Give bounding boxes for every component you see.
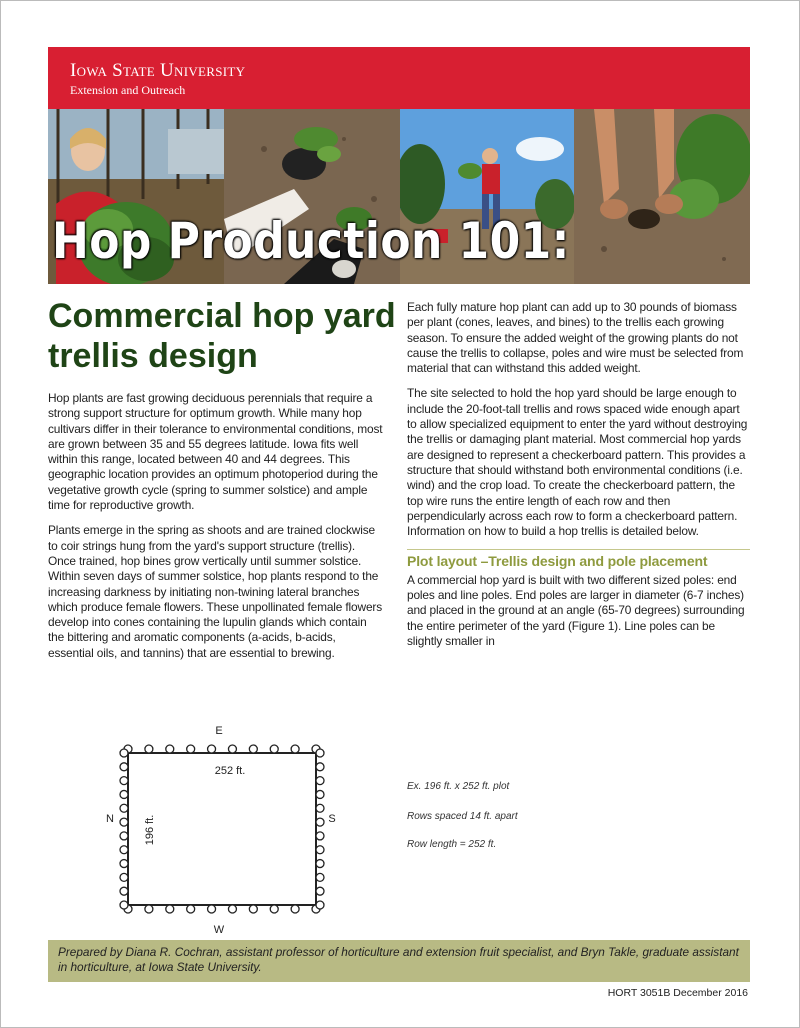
example-row-spacing: Rows spaced 14 ft. apart [407,811,518,822]
end-pole [120,763,128,771]
end-pole [228,905,236,913]
university-logo: Iowa State University [70,60,246,81]
paragraph: Hop plants are fast growing deciduous perennials that require a strong support structure for optimum growth. While many hop cultivars differ in their tolerance to environmental conditions, most are grown between 35 and 55 degrees latitude. Iowa fits well within this range, located between 40 and 44 degrees. This geographic location provides an optimum photoperiod during the vegetative growth cycle (spring to summer solstice) and ample time for reproductive growth. [48,391,383,513]
paragraph: Plants emerge in the spring as shoots and are trained clockwise to coir strings hung from the yard's support structure (trellis). Once trained, hop bines grow vertically until summer solstice. Within seven days of summer solstice, hop plants respond to the increasing darkness by initiating non-twining lateral branches which produce female flowers. These unpollinated female flowers develop into cones containing the lupulin glands which contain the bittering and aromatic components (a-acids, b-acids, essential oils, and tannins) that are essential to brewing. [48,523,383,660]
end-pole [187,905,195,913]
end-pole [166,905,174,913]
end-pole [249,905,257,913]
end-pole [291,745,299,753]
end-pole [270,745,278,753]
end-pole [270,905,278,913]
end-pole [145,905,153,913]
section-heading [407,549,750,570]
paragraph: The site selected to hold the hop yard should be large enough to include the 20-foot-tall trellis and rows spaced wide enough apart to allow specialized equipment to enter the yard without destroying the trellis or damaging plant material. Most commercial hop yards are designed to represent a checkerboard pattern. This provides a structure that should withstand both environmental conditions (i.e. wind) and the crop load. To create the checkerboard pattern, the top wire runs the entire length of each row and then perpendicularly across each row to form a checkerboard pattern. Information on how to build a hop trellis is detailed below. [407,386,748,539]
end-pole [166,745,174,753]
end-pole [120,790,128,798]
end-pole [228,745,236,753]
end-pole [316,749,324,757]
end-pole [291,905,299,913]
end-pole [120,818,128,826]
paragraph: Each fully mature hop plant can add up to 30 pounds of biomass per plant (cones, leaves, and bines) to the trellis each growing season. To ensure the added weight of the growing plants do not cause the trellis to collapse, poles and wire must be selected from material that can withstand this added weight. [407,300,744,376]
hero-title: Hop Production 101: [52,212,570,270]
compass-south: S [328,813,336,825]
end-pole [316,873,324,881]
length-label: 252 ft. [214,765,246,777]
end-pole [316,860,324,868]
end-pole [120,777,128,785]
end-pole [316,777,324,785]
end-pole [316,818,324,826]
extension-label: Extension and Outreach [70,83,186,97]
publication-number: HORT 3051B December 2016 [607,987,748,999]
end-pole [208,905,216,913]
document-subtitle: Commercial hop yard trellis design [48,297,396,375]
end-pole [316,790,324,798]
right-column [407,300,750,659]
trellis-layout-diagram [100,720,360,940]
end-pole [249,745,257,753]
end-pole [208,745,216,753]
paragraph: A commercial hop yard is built with two different sized poles: end poles and line poles. End poles are larger in diameter (6-7 inches) and placed in the ground at an angle (65-70 degrees) surrounding the entire perimeter of the yard (Figure 1). Line poles can be slightly smaller in [407,572,745,648]
end-pole [120,804,128,812]
left-column [48,391,384,671]
end-pole [145,745,153,753]
example-plot-size: Ex. 196 ft. x 252 ft. plot [407,781,510,792]
author-credit: Prepared by Diana R. Cochran, assistant professor of horticulture and extension fruit specialist, and Bryn Takle, graduate assistant in horticulture, at Iowa State University. [48,940,750,982]
end-pole [316,846,324,854]
end-pole [120,860,128,868]
end-pole [316,763,324,771]
end-pole [120,832,128,840]
end-pole [187,745,195,753]
end-pole [120,873,128,881]
end-pole [316,832,324,840]
compass-west: W [213,924,225,936]
width-label: 196 ft. [144,814,156,846]
end-pole [316,887,324,895]
end-pole [120,749,128,757]
header-bar [48,47,750,109]
compass-north: N [106,813,114,825]
end-pole [120,887,128,895]
example-row-length: Row length = 252 ft. [407,839,497,850]
section-heading-text: Plot layout –Trellis design and pole placement [407,553,708,570]
end-pole [316,804,324,812]
end-pole [120,901,128,909]
end-pole [316,901,324,909]
compass-east: E [215,725,223,737]
end-pole [120,846,128,854]
